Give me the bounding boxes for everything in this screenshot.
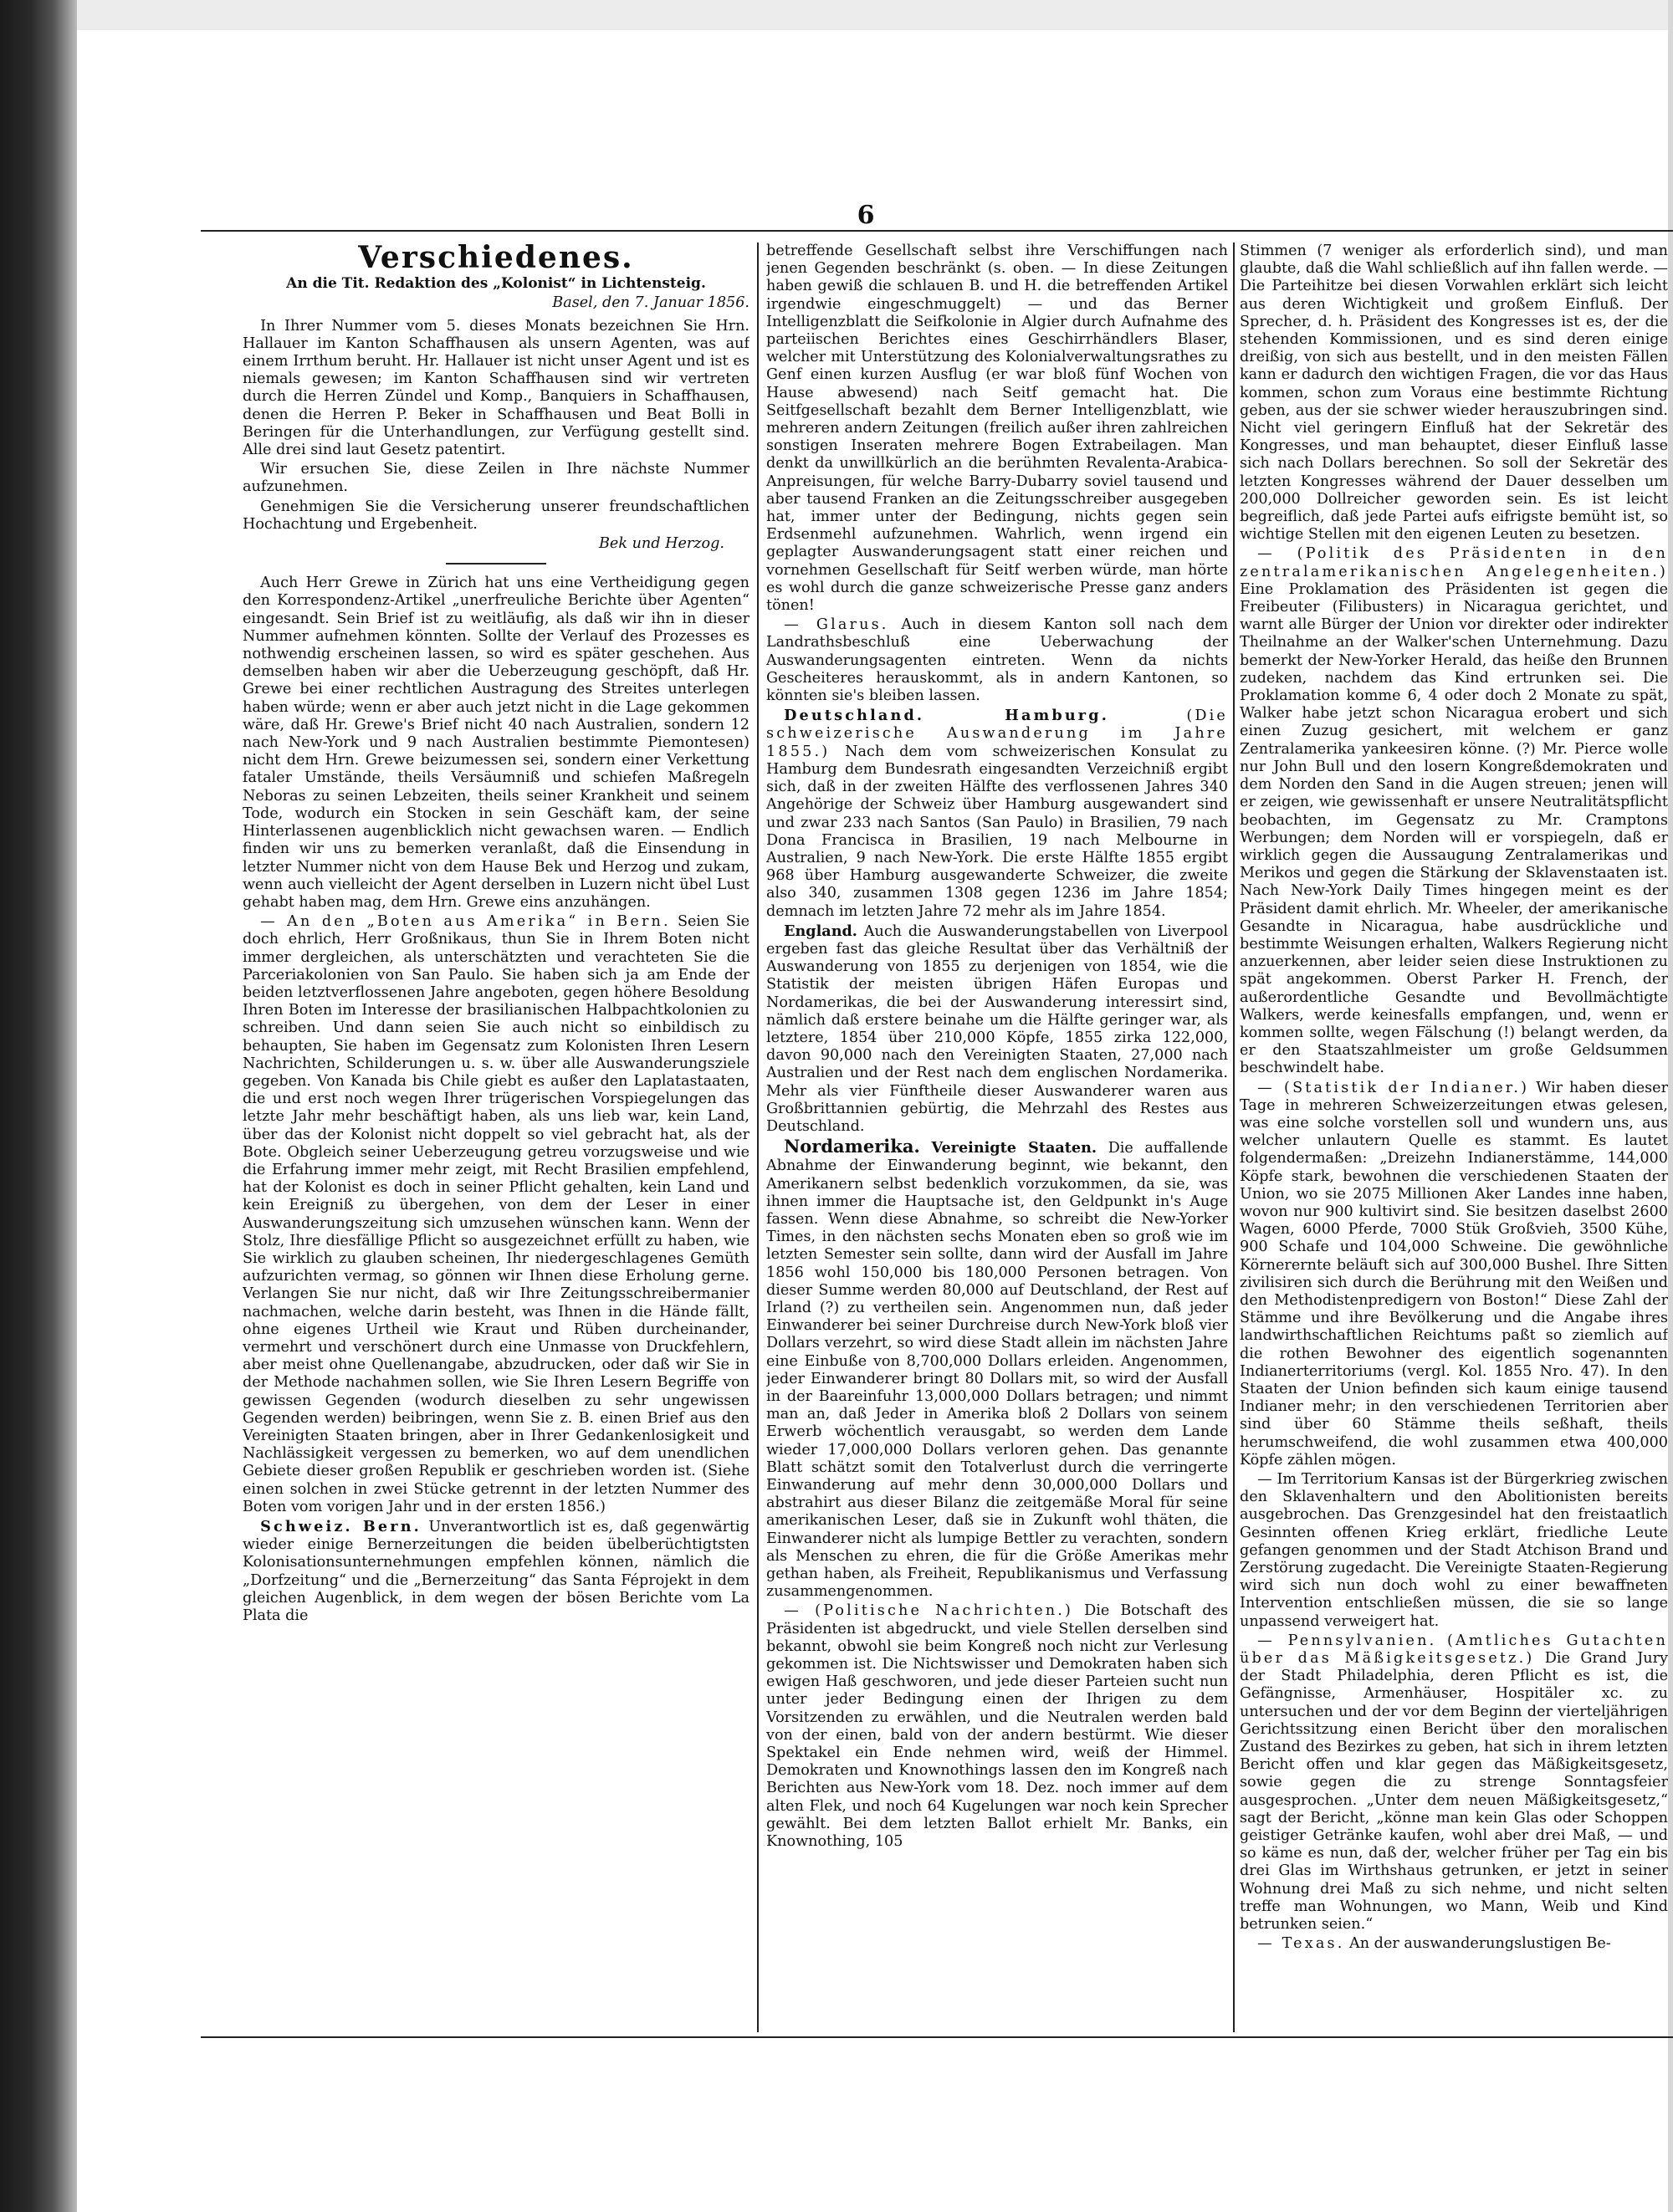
article-schweiz-body: Unverantwortlich ist es, daß gegenwärtig wieder einige Bernerzeitungen die beiden übelberüchtigtsten Kolonisationsunternehmungen empfehlen können, nämlich die „Dorfzeitung“ und die „Bernerzeitung“ das Santa Féprojekt in dem gleichen Augenblick, in dem wegen der bösen Berichte vom La Plata die [243,1519,750,1625]
article-penn-lead: — Pennsylvanien. [1257,1632,1437,1649]
article-statistik-body: Wir haben dieser Tage in mehreren Schweizerzeitungen etwas gelesen, was eine solche vorstellen soll und wundern uns, aus welcher unlautern Quelle es stammt. Es lautet folgendermaßen: „Dreizehn Indianerstämme, 144,000 Köpfe stark, bewohnen die verschiedenen Staaten der Union, wo sie 2075 Millionen Aker Landes inne haben, wovon nur 900 kultivirt sind. Sie besitzen daselbst 2600 Wagen, 6000 Pferde, 7000 Stük Großvieh, 3500 Kühe, 900 Schafe und 104,000 Schweine. Die gewöhnliche Körnerernte beläuft sich auf 300,000 Bushel. Ihre Sitten zivilisiren sich durch die Berührung mit den Weißen und den Methodistenpredigern von Boston!“ Diese Zahl der Stämme und ihre Bevölkerung und die Angabe ihres landwirthschaftlichen Reichtums paßt so ziemlich auf die rothen Bewohner des eigentlich sogenannten Indianerterritoriums (vergl. Kol. 1855 Nro. 47). In den Staaten der Union befinden sich kaum einige tausend Indianer mehr; in den verschiedenen Territorien aber sind über 60 Stämme theils seßhaft, theils herumschweifend, die wohl zusammen etwa 400,000 Köpfe zählen mögen. [1240,1079,1668,1469]
article-deutschland-lead: Deutschland. Hamburg. [784,707,1109,725]
letter-paragraph: Genehmigen Sie die Versicherung unserer freundschaftlichen Hochachtung und Ergebenheit. [243,498,750,533]
page-number: 6 [857,201,875,230]
column-rule [1233,243,1235,2032]
article-glarus [766,616,1228,705]
article-deutschland-subhead: (Die schweizerische Auswanderung im Jahre 1855.) [766,708,1228,760]
article-england-body: Auch die Auswanderungstabellen von Liverpool ergeben fast das gleiche Resultat über das Verhältniß der Auswanderung von 1855 zu derjenigen von 1854, wie die Statistik der meisten übrigen Häfen Europas und Nordamerikas, die bei der Auswanderung interessirt sind, nämlich daß erstere beinahe um die Hälfte geringer war, als letztere, 1854 über 210,000 Köpfe, 1855 zirka 122,000, davon 90,000 nach den Vereinigten Staaten, 27,000 nach Australien und der Rest nach dem englischen Nordamerika. Mehr als vier Fünftheile dieser Auswanderer waren aus Großbrittannien gebürtig, die Mehrzahl des Restes aus Deutschland. [766,922,1228,1135]
scan-right-edge [1668,0,1673,2212]
article-pennsylvanien [1240,1632,1668,1934]
section-title: Verschiedenes. [358,243,634,275]
article-england [766,922,1228,1136]
article-boten-body: Seien Sie doch ehrlich, Herr Großnikaus, thun Sie in Ihrem Boten nicht immer dergleichen, als unterschätzten und verachteten Sie die Parceriakolonien von San Paulo. Sie haben sich ja am Ende der beiden letztverflossenen Jahre angeboten, gegen höhere Besoldung Ihren Boten im Interesse der brasilianischen Halbpachtkolonien zu schreiben. Und dann seien Sie auch nicht so einbildisch zu behaupten, Sie haben im Gegensatz zum Kolonisten Ihren Lesern Nachrichten, Schilderungen u. s. w. über alle Auswanderungsziele gegeben. Von Kanada bis Chile giebt es außer den Laplatastaaten, die und erst noch wegen Ihrer trügerischen Vorspiegelungen das letzte Jahr mehr beschäftigt haben, als uns lieb war, kein Land, über das der Kolonist nicht doppelt so viel gebracht hat, als der Bote. Obgleich seiner Ueberzeugung getreu vorzugsweise und wie die Erfahrung immer mehr zeigt, mit Recht Brasilien empfehlend, hat der Kolonist es doch in seiner Pflicht gehalten, kein Land und kein Ereigniß zu übergehen, von dem der Leser in einer Auswanderungszeitung sich umzusehen wünschen kann. Wenn der Stolz, Ihre diesfällige Pflicht so ausgezeichnet erfüllt zu haben, wie Sie wirklich zu glauben scheinen, Ihr niedergeschlagenes Gemüth aufzurichten vermag, so gönnen wir Ihnen diese Erholung gerne. Verlangen Sie nur nicht, daß wir Ihre Zeitungsschreibermanier nachmachen, welche darin besteht, was Ihnen in die Hände fällt, ohne eigenes Urtheil wie Kraut und Rüben durcheinander, vermehrt und verschönert durch eine Unmasse von Druckfehlern, aber meist ohne Quellenangabe, abzudrucken, oder daß wir Sie in der Methode nachahmen sollen, wie Sie Ihren Lesern Begriffe von gewissen Gegenden (wodurch dieselben zu sehr ungewissen Gegenden werden) beibringen, wenn Sie z. B. einen Brief aus den Vereinigten Staaten bringen, aber in Ihrer Gedankenlosigkeit und Nachlässigkeit vergessen zu bemerken, wo auf dem unendlichen Gebiete dieser großen Republik er geschrieben worden ist. (Siehe einen solchen in zwei Stücke getrennt in der letzten Nummer des Boten vom vorigen Jahr und in der ersten 1856.) [243,913,750,1515]
article-boten [243,913,750,1516]
article-texas-lead: — Texas. [1257,1935,1345,1953]
column-rule [757,243,759,2032]
article-penn-subhead: (Amtliches Gutachten über das Mäßigkeitsgesetz.) [1240,1632,1668,1668]
article-texas [1240,1935,1668,1953]
article-penn-body: Die Grand Jury der Stadt Philadelphia, deren Pflicht es ist, die Gefängnisse, Armenhäuser, Hospitäler xc. zu untersuchen und der vor dem Beginn der vierteljährigen Gerichtssitzung einen Bericht über den moralischen Zustand des Bezirkes zu geben, hat sich in ihrem letzten Bericht offen und klar gegen das Mäßigkeitsgesetz, sowie gegen die zu strenge Sonntagsfeier ausgesprochen. „Unter dem neuen Mäßigkeitsgesetz,“ sagt der Bericht, „könne man kein Glas oder Schoppen geistiger Getränke kaufen, wohl aber drei Maß, — und so käme es nun, daß der, welcher früher per Tag ein bis drei Glas im Wirthshaus getrunken, er jetzt in seiner Wohnung drei Maß zu sich nehme, und nicht selten treffe man Wohnungen, wo Mann, Weib und Kind betrunken seien.“ [1240,1650,1668,1934]
article-nordamerika-head: Nordamerika. [784,1136,920,1157]
article-england-lead: England. [784,922,857,940]
article-politik-body: Eine Proklamation des Präsidenten ist gegen die Freibeuter (Filibusters) in Nicaragua gerichtet, und warnt alle Bürger der Union vor direkter oder indirekter Theilnahme an der Walker'schen Unternehmung. Dazu bemerkt der New-Yorker Herald, das heiße den Brunnen zudeken, nachdem das Kind ertrunken sei. Die Proklamation komme 6, 4 oder doch 2 Monate zu spät, Walker habe jetzt schon Nicaragua erobert und sich einen Zuzug gesichert, mit welchem er ganz Zentralamerika yankeesiren könne. (?) Mr. Pierce wolle nur John Bull und den losern Kongreßdemokraten und dem Norden den Sand in die Augen streuen; jenen will er zeigen, wie gewissenhaft er unsere Neutralitätspflicht beobachten, im Gegensatz zu Mr. Cramptons Werbungen; dem Norden will er vorspiegeln, daß er wirklich gegen die Aussaugung Zentralamerikas und Merikos und gegen die Stärkung der Sklavenstaaten ist. Nach New-York Daily Times hingegen meint es der Präsident damit ehrlich. Mr. Wheeler, der amerikanische Gesandte in Nicaragua, habe ausdrückliche und bestimmte Weisungen erhalten, Walkers Regierung nicht anzuerkennen, aber leider seien diese Instruktionen zu spät angekommen. Oberst Parker H. French, der außerordentliche Gesandte und Bevollmächtigte Walkers, werde keinesfalls empfangen, und, wenn er kommen sollte, wegen Fälschung (!) belangt werden, da er den Staatszahlmeister um große Geldsummen beschwindelt habe. [1240,580,1668,1077]
article-politik [1240,545,1668,1077]
article-deutschland [766,707,1228,920]
article-texas-body: An der auswanderungslustigen Be- [1349,1935,1611,1953]
article-deutschland-body: Nach dem vom schweizerischen Konsulat zu Hamburg dem Bundesrath eingesandten Verzeichniß ergibt sich, daß in der zweiten Hälfte des verflossenen Jahres 340 Angehörige der Schweiz über Hamburg ausgewandert sind und zwar 233 nach Santos (San Paulo) in Brasilien, 79 nach Dona Francisca in Brasilien, 19 nach Melbourne in Australien, 9 nach New-York. Die erste Hälfte 1855 ergibt 968 über Hamburg ausgewanderte Schweizer, die zweite also 340, zusammen 1308 gegen 1236 im Jahre 1854; demnach im letzten Jahre 72 mehr als im Jahre 1854. [766,743,1228,920]
article-glarus-body: Auch in diesem Kanton soll nach dem Landrathsbeschluß eine Ueberwachung der Auswanderungsagenten eintreten. Wenn da nichts Gescheiteres herauskommt, als in andern Kantonen, so könnten sie's bleiben lassen. [766,616,1228,705]
article-statistik [1240,1080,1668,1469]
article-politische-lead: — (Politische Nachrichten.) [784,1602,1074,1620]
column-2 [766,243,1228,2032]
article-politische [766,1602,1228,1851]
article-nordamerika [766,1137,1228,1601]
article-grewe: Auch Herr Grewe in Zürich hat uns eine Vertheidigung gegen den Korrespondenz-Artikel „unerfreuliche Berichte über Agenten“ eingesandt. Sein Brief ist zu weitläufig, als daß wir ihn in dieser Nummer aufnehmen könnten. Sollte der Verlauf des Prozesses es nothwendig erscheinen lassen, so wird es später geschehen. Aus demselben haben wir aber die Ueberzeugung geschöpft, daß Hr. Grewe bei einer rechtlichen Austragung des Streites unterlegen haben würde; wenn er aber auch jetzt nicht in die Lage gekommen wäre, daß Hr. Grewe's Brief nicht 40 nach Australien, sondern 12 nach New-York und 9 nach Australien bestimmte Piemontesen) nicht dem Hrn. Grewe beizumessen sei, sondern einer Verkettung fataler Umstände, theils Versäumniß und schiefen Maßregeln Neboras zu seinen Lebzeiten, theils seiner Krankheit und seinem Tode, wodurch ein Stocken in sein Geschäft kam, der seine Hinterlassenen augenblicklich nicht gewachsen waren. — Endlich finden wir uns zu bemerken veranlaßt, daß die Einsendung in letzter Nummer nicht von dem Hause Bek und Herzog und zukam, wenn auch vielleicht der Agent derselben in Luzern nicht übel Lust gehabt haben mag, dem Hrn. Grewe eins anzuhängen. [243,575,750,911]
article-continuation: Stimmen (7 weniger als erforderlich sind), und man glaubte, daß die Wahl schließlich auf ihn fallen werde. — Die Parteihitze bei diesen Vorwahlen erklärt sich leicht aus deren Wichtigkeit und großem Einfluß. Der Sprecher, d. h. Präsident des Kongresses ist es, der die stehenden Kommissionen, und es sind deren einige dreißig, von sich aus bestellt, und in den meisten Fällen kann er dadurch den wichtigen Fragen, die vor das Haus kommen, schon zum Voraus eine bestimmte Richtung geben, aus der sie schwer wieder herauszubringen sind. Nicht viel geringern Einfluß hat der Sekretär des Kongresses, und man behauptet, dieser Einfluß lasse sich nach Dollars berechnen. So soll der Sekretär des letzten Kongresses während der Dauer desselben um 200,000 Dollreicher geworden sein. Es ist leicht begreiflich, daß jede Partei aufs eifrigste bemüht ist, so wichtige Stellen mit den eigenen Leuten zu besetzen. [1240,243,1668,544]
column-3 [1240,243,1668,2032]
scan-top-margin [77,0,1673,30]
newspaper-page [100,33,1668,2124]
article-politische-body: Die Botschaft des Präsidenten ist abgedruckt, und viele Stellen derselben sind bekannt, obwohl sie beim Kongreß noch nicht zur Verlesung gekommen ist. Die Nichtswisser und Demokraten haben sich ewigen Haß geschworen, und jede dieser Parteien sucht nun unter jeder Bedingung einen der Ihrigen zu dem Vorsitzenden zu erwählen, und die Neutralen werden bald von der einen, bald von der andern bestürmt. Wie dieser Spektakel ein Ende nehmen wird, weiß der Himmel. Demokraten und Knownothings lassen den im Kongreß nach Berichten aus New-York vom 18. Dez. noch immer auf dem alten Flek, und noch 64 Kugelungen war noch kein Sprecher gewählt. Bei dem letzten Ballot erhielt Mr. Banks, ein Knownothing, 105 [766,1602,1228,1851]
article-statistik-lead: — (Statistik der Indianer.) [1257,1079,1530,1096]
footer-rule [201,2036,1673,2038]
letter-dateline: Basel, den 7. Januar 1856. [552,294,750,312]
letter-paragraph: Wir ersuchen Sie, diese Zeilen in Ihre nächste Nummer aufzunehmen. [243,461,750,496]
article-glarus-lead: — Glarus. [784,616,889,634]
article-kansas [1240,1471,1668,1631]
article-nordamerika-body: Die auffallende Abnahme der Einwanderung beginnt, wie bekannt, den Amerikanern selbst bedenklich vorzukommen, da sie, was ihnen immer die Hauptsache ist, den Geldpunkt in's Auge fassen. Wenn diese Abnahme, so schreibt die New-Yorker Times, in den nächsten sechs Monaten eben so groß wie im letzten Semester sein sollte, dann wird der Ausfall im Jahre 1856 wohl 150,000 bis 180,000 Personen betragen. Von dieser Summe werden 80,000 auf Deutschland, der Rest auf Irland (?) zu vertheilen sein. Angenommen nun, daß jeder Einwanderer bei seiner Durchreise durch New-York bloß vier Dollars verzehrt, so wird diese Stadt allein im nächsten Jahre eine Einbuße von 8,700,000 Dollars erleiden. Angenommen, jeder Einwanderer bringt 80 Dollars mit, so wird der Ausfall in der Baareinfuhr 13,000,000 Dollars betragen; und nimmt man an, daß Jeder in Amerika bloß 2 Dollars von seinem Erwerb wöchentlich verausgabt, so werden dem Lande wieder 17,000,000 Dollars verloren gehen. Das genannte Blatt schätzt somit den Totalverlust durch die verringerte Einwanderung auf mehr denn 30,000,000 Dollars und abstrahirt aus dieser Bilanz die zeitgemäße Moral für seine amerikanischen Leser, daß sie in Zukunft wohl thäten, die Einwanderer nicht als lumpige Bettler zu verachten, sondern als Menschen zu ehren, die für die Größe Amerikas mehr gethan haben, als Freiheit, Republikanismus und Verfassung zusammengenommen. [766,1140,1228,1601]
article-kansas-body: ist der Bürgerkrieg zwischen den Sklavenhaltern und den Abolitionisten bereits ausgebrochen. Das Grenzgesindel hat den freistaatlich Gesinnten offenen Krieg erklärt, friedliche Leute gefangen genommen und der Stadt Atchison Brand und Zerstörung zugedacht. Die Vereinigte Staaten-Regierung wird sich nun doch wohl zu einer bewaffneten Intervention entschließen müssen, die sie so lange unpassend verweigert hat. [1240,1471,1668,1630]
article-nordamerika-subhead: Vereinigte Staaten. [931,1139,1097,1157]
article-continuation: betreffende Gesellschaft selbst ihre Verschiffungen nach jenen Gegenden beschränkt (s. oben. — In diese Zeitungen haben gewiß die schlauen B. und H. die betreffenden Artikel irgendwie eingeschmuggelt) — und das Berner Intelligenzblatt die Seifkolonie in Algier durch Aufnahme des parteiischen Berichtes eines Geschirrhändlers Blaser, welcher mit Unterstützung des Kolonialverwaltungsrathes zu Genf einen kurzen Ausflug (er war bloß fünf Wochen von Hause abwesend) nach Seitf gemacht hat. Die Seitfgesellschaft bezahlt dem Berner Intelligenzblatt, wie mehreren andern Zeitungen (freilich außer ihren zahlreichen sonstigen Inseraten mehrere Bogen Extrabeilagen. Man denkt da unwillkürlich an die berühmten Revalenta-Arabica-Anpreisungen, für welche Barry-Dubarry soviel tausend und aber tausend Franken an die Zeitungsschreiber ausgegeben hat, immer unter der Bedingung, nichts gegen sein Erdsenmehl aufzunehmen. Wahrlich, wenn irgend ein geplagter Auswanderungsagent statt einer reichen und vornehmen Gesellschaft für Seitf werben würde, man hörte es wohl durch die ganze schweizerische Presse ganz anders tönen! [766,243,1228,615]
letter-address: An die Tit. Redaktion des „Kolonist“ in Lichtensteig. [286,275,706,293]
article-boten-lead: — An den „Boten aus Amerika“ in Bern. [260,913,671,931]
article-schweiz-lead: Schweiz. Bern. [260,1518,422,1536]
letter-signature: Bek und Herzog. [599,535,724,553]
section-divider [446,563,546,564]
article-kansas-lead: — Im Territorium Kansas [1257,1471,1446,1489]
column-1 [243,243,750,2032]
scan-binding-edge [0,0,77,2212]
letter-paragraph: In Ihrer Nummer vom 5. dieses Monats bezeichnen Sie Hrn. Hallauer im Kanton Schaffhausen als unsern Agenten, was auf einem Irrthum beruht. Hr. Hallauer ist nicht unser Agent und ist es niemals gewesen; im Kanton Schaffhausen sind wir vertreten durch die Herren Zündel und Komp., Banquiers in Schaffhausen, denen die Herren P. Beker in Schaffhausen und Beat Bolli in Beringen für die Unterhandlungen, zur Verfügung gestellt sind. Alle drei sind laut Gesetz patentirt. [243,317,750,459]
header-rule [201,230,1673,232]
article-politik-lead: — (Politik des Präsidenten in den zentralamerikanischen Angelegenheiten.) [1240,545,1668,580]
article-schweiz [243,1518,750,1625]
